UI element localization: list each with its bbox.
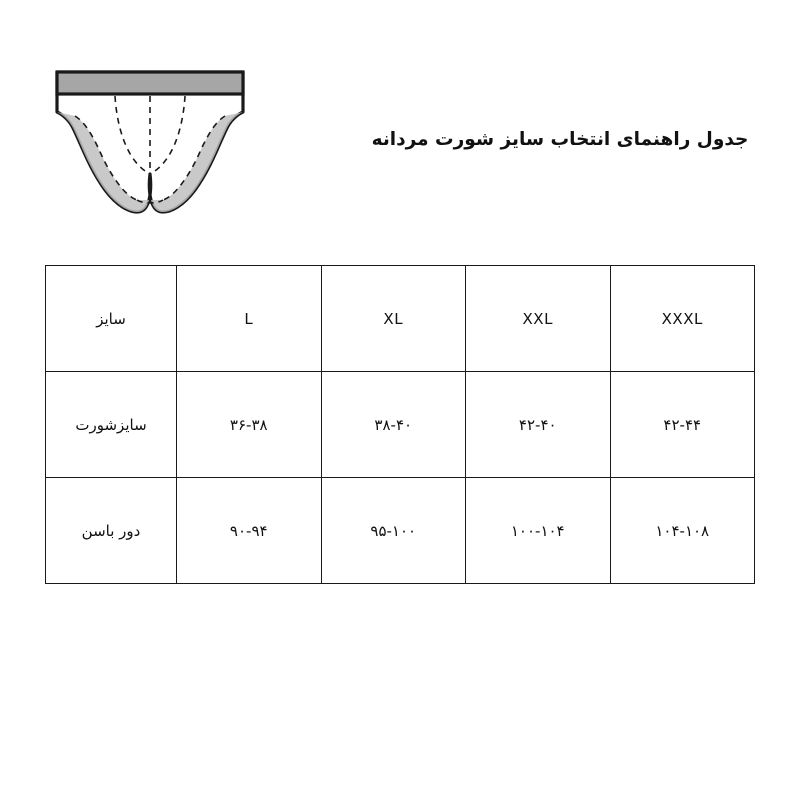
table-cell — [177, 266, 322, 372]
cell-text: ۱۰۰-۱۰۴ — [510, 521, 565, 540]
cell-text: دور باسن — [81, 521, 141, 540]
table-cell — [321, 372, 466, 478]
header — [0, 40, 800, 240]
size-table — [45, 265, 755, 584]
cell-text: ۱۰۴-۱۰۸ — [655, 521, 710, 540]
table-cell — [610, 478, 755, 584]
table-cell — [177, 478, 322, 584]
cell-text: ۴۲-۴۰ — [518, 415, 557, 434]
table-cell — [610, 372, 755, 478]
table-cell — [466, 372, 611, 478]
cell-text: ۳۶-۳۸ — [229, 415, 268, 434]
illustration-container — [0, 50, 330, 230]
cell-text: XXL — [522, 309, 553, 328]
page-title: جدول راهنمای انتخاب سایز شورت مردانه — [371, 129, 749, 151]
cell-text: XXXL — [661, 309, 703, 328]
cell-text: ۹۵-۱۰۰ — [370, 521, 417, 540]
table-cell — [466, 478, 611, 584]
row-label-hip — [46, 478, 177, 584]
table-row — [46, 266, 755, 372]
mens-brief-illustration — [45, 50, 255, 230]
cell-text: L — [244, 309, 254, 328]
table-row — [46, 478, 755, 584]
cell-text: ۴۲-۴۴ — [663, 415, 702, 434]
cell-text: ۹۰-۹۴ — [229, 521, 268, 540]
row-label-brief-size — [46, 372, 177, 478]
size-table-container — [45, 265, 755, 584]
cell-text: سایز — [96, 309, 126, 328]
row-label-size — [46, 266, 177, 372]
table-cell — [177, 372, 322, 478]
title-container — [330, 126, 800, 154]
cell-text: ۳۸-۴۰ — [374, 415, 413, 434]
cell-text: XL — [383, 309, 404, 328]
table-row — [46, 372, 755, 478]
table-cell — [321, 266, 466, 372]
table-cell — [321, 478, 466, 584]
table-cell — [610, 266, 755, 372]
cell-text: سایزشورت — [75, 415, 147, 434]
table-cell — [466, 266, 611, 372]
